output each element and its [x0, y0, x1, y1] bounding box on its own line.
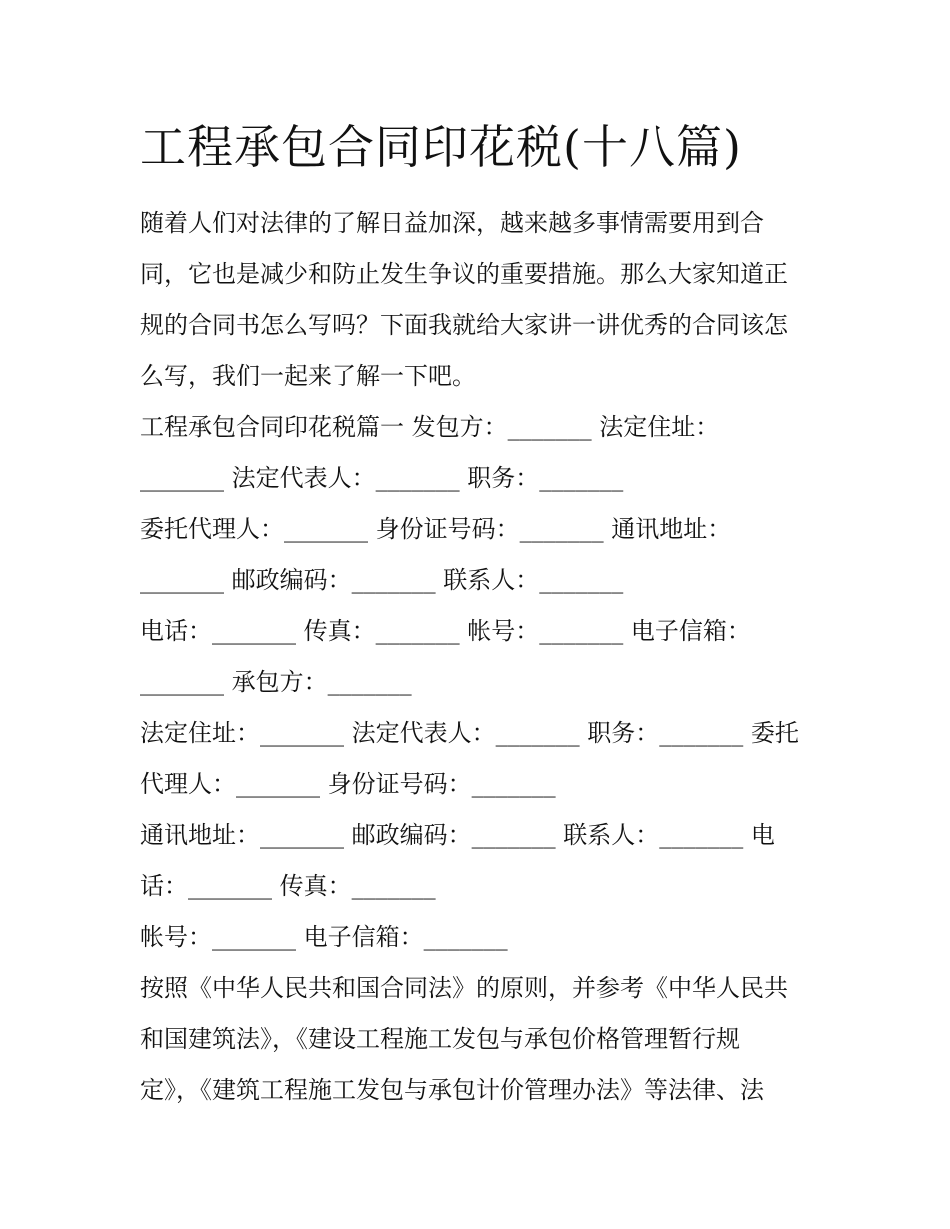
text-line: 委托代理人：_______ 身份证号码：_______ 通讯地址：	[140, 515, 732, 543]
text-line: _______ 承包方：_______	[140, 668, 412, 696]
text-line: 随着人们对法律的了解日益加深，越来越多事情需要用到合	[140, 209, 764, 237]
text-line: 定》，《建筑工程施工发包与承包计价管理办法》等法律、法	[140, 1076, 764, 1104]
text-line: 工程承包合同印花税篇一 发包方：_______ 法定住址：	[140, 413, 720, 441]
text-line: _______ 邮政编码：_______ 联系人：_______	[140, 566, 624, 594]
document-title: 工程承包合同印花税(十八篇)	[140, 120, 742, 174]
text-line: 法定住址：_______ 法定代表人：_______ 职务：_______ 委托	[140, 719, 799, 747]
text-line: 通讯地址：_______ 邮政编码：_______ 联系人：_______ 电	[140, 821, 775, 849]
text-line: 么写，我们一起来了解一下吧。	[140, 362, 476, 390]
text-line: _______ 法定代表人：_______ 职务：_______	[140, 464, 624, 492]
text-line: 话：_______ 传真：_______	[140, 872, 436, 900]
text-line: 和国建筑法》，《建设工程施工发包与承包价格管理暂行规	[140, 1025, 740, 1053]
text-line: 同，它也是减少和防止发生争议的重要措施。那么大家知道正	[140, 260, 788, 288]
text-line: 规的合同书怎么写吗？下面我就给大家讲一讲优秀的合同该怎	[140, 311, 788, 339]
text-line: 代理人：_______ 身份证号码：_______	[140, 770, 556, 798]
text-line: 帐号：_______ 电子信箱：_______	[140, 923, 508, 951]
text-line: 电话：_______ 传真：_______ 帐号：_______ 电子信箱：	[140, 617, 751, 645]
text-line: 按照《中华人民共和国合同法》的原则，并参考《中华人民共	[140, 974, 788, 1002]
